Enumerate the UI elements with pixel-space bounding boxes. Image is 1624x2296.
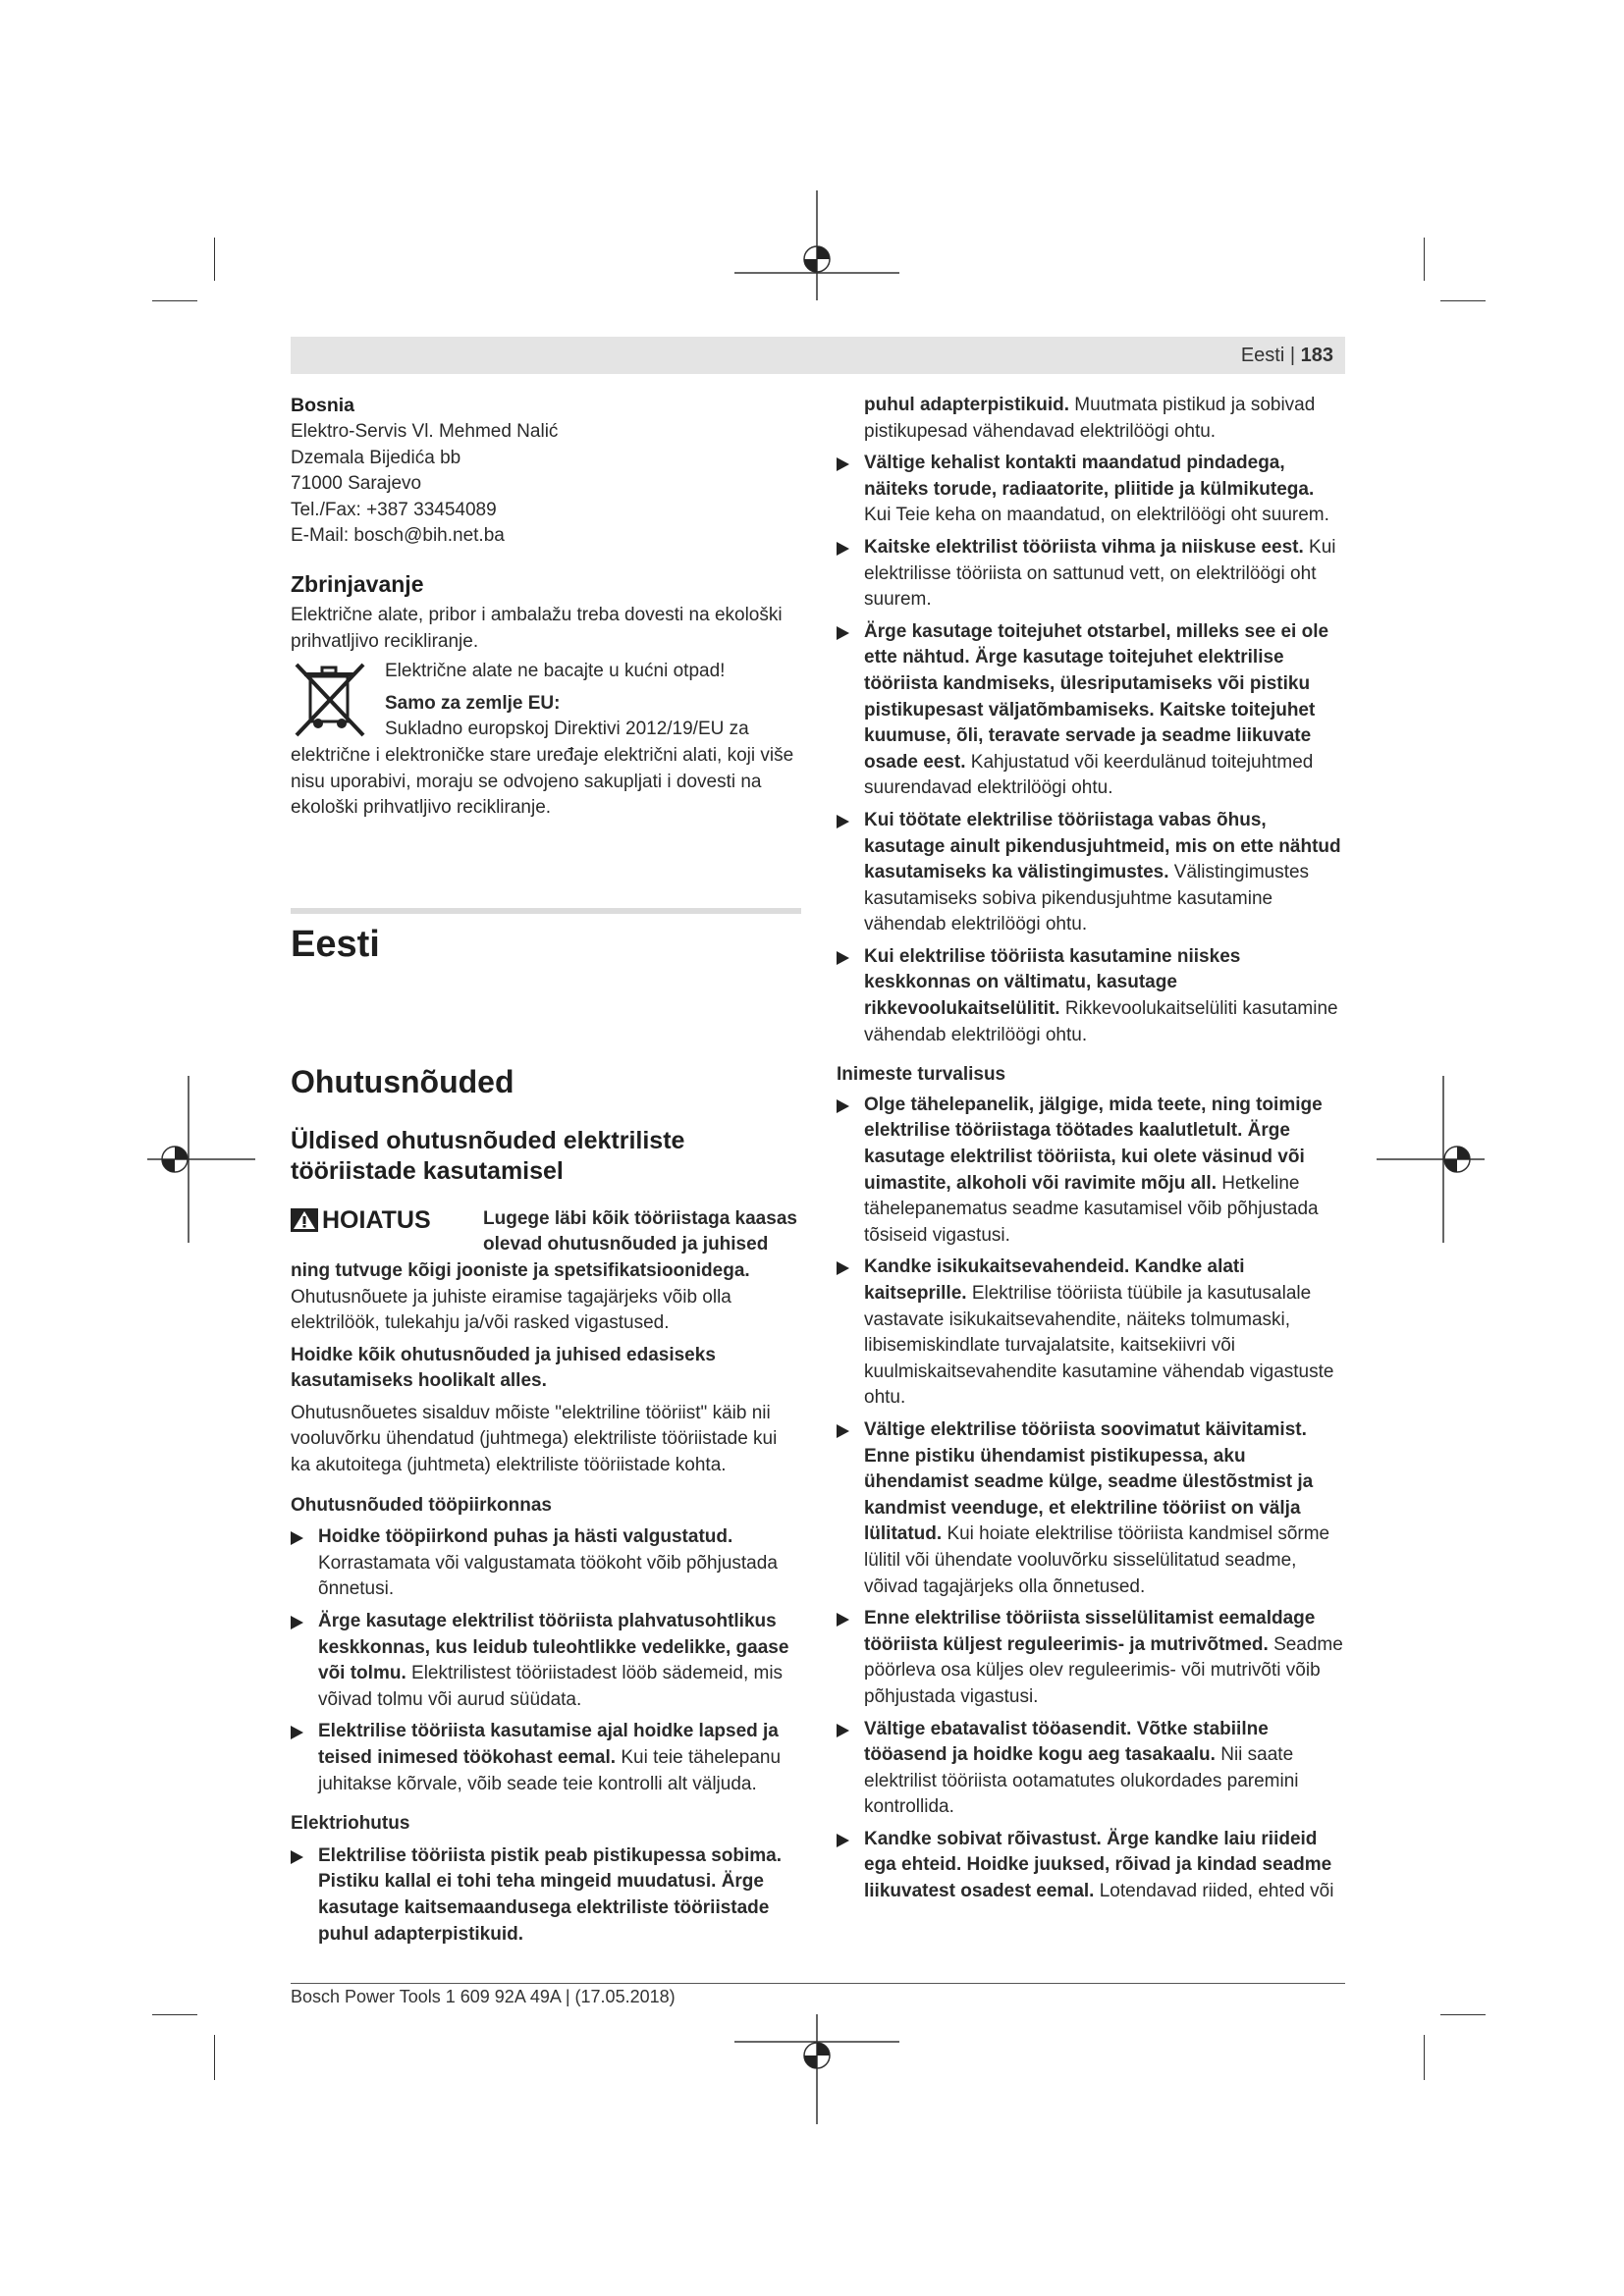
address-line: Elektro-Servis Vl. Mehmed Nalić — [291, 421, 559, 442]
crossed-out-wheelie-bin-icon — [291, 659, 369, 739]
list-item: Olge tähelepanelik, jälgige, mida teete, ning toimige elektrilise tööriistaga töötades kaalutletult. Ärge kasutage elektrilist tööriista, kui olete väsinud või uimastite, alkoholi või ravimite mõju all. Hetkeline tähelepanematus seadme kasutamisel võib põhjustada tõsiseid vigastusi. — [837, 1093, 1345, 1250]
disposal-block — [291, 659, 801, 822]
bullet-arrow-icon — [837, 1724, 849, 1737]
left-column — [291, 393, 801, 1945]
header-section: Eesti — [1240, 345, 1285, 366]
list-item: Kandke sobivat rõivastust. Ärge kandke laiu riideid ega ehteid. Hoidke juuksed, rõivad ja kindad seadme liikuvatest osadest eemal. Lotendavad riided, ehted või — [837, 1827, 1345, 1905]
electrical-title: Elektriohutus — [291, 1813, 410, 1835]
bullet-arrow-icon — [837, 1099, 849, 1113]
disposal-warning: Električne alate ne bacajte u kućni otpad! — [385, 661, 726, 682]
list-item — [291, 1843, 801, 1945]
eu-title: Samo za zemlje EU: — [385, 692, 561, 714]
list-item: Kui töötate elektrilise tööriistaga vabas õhus, kasutage ainult pikendusjuhtmeid, mis on ette nähtud kasutamiseks ka välistingimustes. Välistingimustes kasutamiseks sobiva pikendusjuhtme kasutamine vähendab elektrilöögi ohtu. — [837, 808, 1345, 938]
zbrinjavanje-intro: Električne alate, pribor i ambalažu treba dovesti na ekološki prihvatljivo recikliranje. — [291, 604, 783, 652]
page-header — [291, 337, 1345, 374]
list-item: Ärge kasutage elektrilist tööriista plahvatusohtlikus keskkonnas, kus leidub tuleohtlikke vedelikke, gaase või tolmu. Elektrilistest tööriistadest lööb sädemeid, mis võivad tolmu või aurud süüdata. — [291, 1609, 801, 1713]
power-tool-definition: Ohutusnõuetes sisalduv mõiste "elektriline tööriist" käib nii vooluvõrku ühendatud (juhtmega) elektriliste tööriistade kui ka akutoitega (juhtmeta) elektriliste tööriistade kohta. — [291, 1402, 778, 1476]
warning-triangle-icon — [291, 1208, 318, 1232]
page-number: 183 — [1300, 345, 1333, 366]
warning-label: HOIATUS — [291, 1206, 483, 1235]
address-line: Tel./Fax: +387 33454089 — [291, 499, 497, 520]
personal-safety-title: Inimeste turvalisus — [837, 1064, 1006, 1086]
warning-bold-text: Lugege läbi kõik tööriistaga kaasas olevad ohutusnõuded ja juhised — [483, 1207, 797, 1255]
right-column — [837, 393, 1345, 1905]
crop-mark — [152, 2014, 197, 2015]
electrical-item-0-continuation: puhul adapterpistikuid. Muutmata pistikud ja sobivad pistikupesad vähendavad elektrilöögi ohtu. — [864, 395, 1316, 442]
warning-block — [291, 1206, 801, 1258]
registration-mark-icon — [147, 1076, 255, 1243]
zbrinjavanje-title: Zbrinjavanje — [291, 570, 424, 597]
keep-instructions: Hoidke kõik ohutusnõuded ja juhised edasiseks kasutamiseks hoolikalt alles. — [291, 1344, 716, 1392]
workplace-title: Ohutusnõuded tööpiirkonnas — [291, 1494, 552, 1516]
registration-mark-icon — [734, 2014, 899, 2124]
bullet-arrow-icon — [837, 1613, 849, 1627]
crop-mark — [1440, 2014, 1486, 2015]
bullet-arrow-icon — [291, 1726, 303, 1739]
bullet-arrow-icon — [291, 1531, 303, 1545]
list-item: Ärge kasutage toitejuhet otstarbel, milleks see ei ole ette nähtud. Ärge kasutage toitejuhet elektrilise tööriista kandmiseks, ülesriputamiseks või pistiku pistikupesast väljatõmbamiseks. Kaitske toitejuhet kuumuse, õli, teravate servade ja seadme liikuvate osade eest. Kahjustatud või keerdulänud toitejuhtmed suurendavad elektrilöögi ohtu. — [837, 619, 1345, 802]
crop-mark — [214, 2035, 215, 2080]
registration-mark-icon — [734, 190, 899, 300]
crop-mark — [1424, 238, 1425, 281]
list-item: Vältige elektrilise tööriista soovimatut käivitamist. Enne pistiku ühendamist pistikupessa, aku ühendamist seadme külge, seadme ülestõstmist ja kandmist veenduge, et elektriline tööriist on välja lülitatud. Kui hoiate elektrilise tööriista kandmisel sõrme lülitil või ühendate vooluvõrku sisselülitatud seadme, võivad tagajärjeks olla õnnetused. — [837, 1417, 1345, 1600]
bullet-arrow-icon — [291, 1850, 303, 1864]
section-divider — [291, 908, 801, 914]
bullet-arrow-icon — [837, 1261, 849, 1275]
crop-mark — [1424, 2035, 1425, 2080]
bullet-arrow-icon — [837, 1424, 849, 1438]
list-item: Hoidke tööpiirkond puhas ja hästi valgustatud. Korrastamata või valgustamata töökoht võib põhjustada õnnetusi. — [291, 1524, 801, 1603]
bosnia-address — [291, 419, 801, 550]
address-line: E-Mail: bosch@bih.net.ba — [291, 525, 505, 547]
eu-text: Sukladno europskoj Direktivi 2012/19/EU za električne i elektroničke stare uređaje električni alati, koji više nisu uporabivi, moraju se odvojeno sakupljati i dovesti na ekološki prihvatljivo recikliranje. — [291, 719, 794, 819]
crop-mark — [214, 238, 215, 281]
workplace-list — [291, 1524, 801, 1797]
bosnia-title: Bosnia — [291, 395, 355, 416]
list-item: Elektrilise tööriista kasutamise ajal hoidke lapsed ja teised inimesed töökohast eemal. Kui teie tähelepanu juhitakse kõrvale, võib seade teie kontrolli alt väljuda. — [291, 1719, 801, 1797]
warning-bold-continuation: ning tutvuge kõigi jooniste ja spetsifikatsioonidega. — [291, 1259, 750, 1281]
electrical-item-0-bold: Elektrilise tööriista pistik peab pistikupessa sobima. Pistiku kallal ei tohi teha mingeid muudatusi. Ärge kasutage kaitsemaandusega elektriliste tööriistade puhul adapterpistikuid. — [318, 1844, 782, 1945]
address-line: 71000 Sarajevo — [291, 473, 422, 495]
list-item: Kandke isikukaitsevahendeid. Kandke alati kaitseprille. Elektrilise tööriista tüübile ja kasutusalale vastavate isikukaitsevahendite, näiteks tolmumaski, libisemiskindlate turvajalatsite, kaitsekiivri või kuulmiskaitsevahendite kasutamine vähendab vigastuste ohtu. — [837, 1255, 1345, 1412]
list-item: Enne elektrilise tööriista sisselülitamist eemaldage tööriista küljest reguleerimis- ja mutrivõtmed. Seadme pöörleva osa küljes olev reguleerimis- või mutrivõti võib põhjustada vigastusi. — [837, 1606, 1345, 1710]
ohutusnouded-title: Ohutusnõuded — [291, 1063, 514, 1099]
crop-mark — [152, 300, 197, 301]
page-footer: Bosch Power Tools 1 609 92A 49A | (17.05.2018) — [291, 1987, 676, 2006]
header-label — [1241, 345, 1333, 367]
general-safety-title: Üldised ohutusnõuded elektriliste tööriistade kasutamisel — [291, 1126, 685, 1185]
warning-text: Ohutusnõuete ja juhiste eiramise tagajärjeks võib olla elektrilöök, tulekahju ja/või rasked vigastused. — [291, 1286, 731, 1334]
footer-divider — [291, 1983, 1345, 1984]
list-item: Kui elektrilise tööriista kasutamine niiskes keskkonnas on vältimatu, kasutage rikkevoolukaitselülitit. Rikkevoolukaitselüliti kasutamine vähendab elektrilöögi ohtu. — [837, 944, 1345, 1048]
list-item: Kaitske elektrilist tööriista vihma ja niiskuse eest. Kui elektrilisse tööriista on sattunud vett, on elektrilöögi oht suurem. — [837, 535, 1345, 614]
bullet-arrow-icon — [291, 1616, 303, 1629]
bullet-arrow-icon — [837, 1834, 849, 1847]
bullet-arrow-icon — [837, 626, 849, 640]
header-separator: | — [1284, 345, 1301, 366]
language-title: Eesti — [291, 923, 380, 965]
bullet-arrow-icon — [837, 542, 849, 556]
bullet-arrow-icon — [837, 457, 849, 471]
address-line: Dzemala Bijedića bb — [291, 447, 461, 468]
bullet-arrow-icon — [837, 951, 849, 965]
registration-mark-icon — [1377, 1076, 1485, 1243]
list-item: Vältige ebatavalist tööasendit. Võtke stabiilne tööasend ja hoidke kogu aeg tasakaalu. Nii saate elektrilist tööriista ootamatutes olukordades paremini kontrollida. — [837, 1717, 1345, 1821]
list-item: Vältige kehalist kontakti maandatud pindadega, näiteks torude, radiaatorite, pliitide ja külmikutega. Kui Teie keha on maandatud, on elektrilöögi oht suurem. — [837, 451, 1345, 529]
crop-mark — [1440, 300, 1486, 301]
bullet-arrow-icon — [837, 815, 849, 828]
